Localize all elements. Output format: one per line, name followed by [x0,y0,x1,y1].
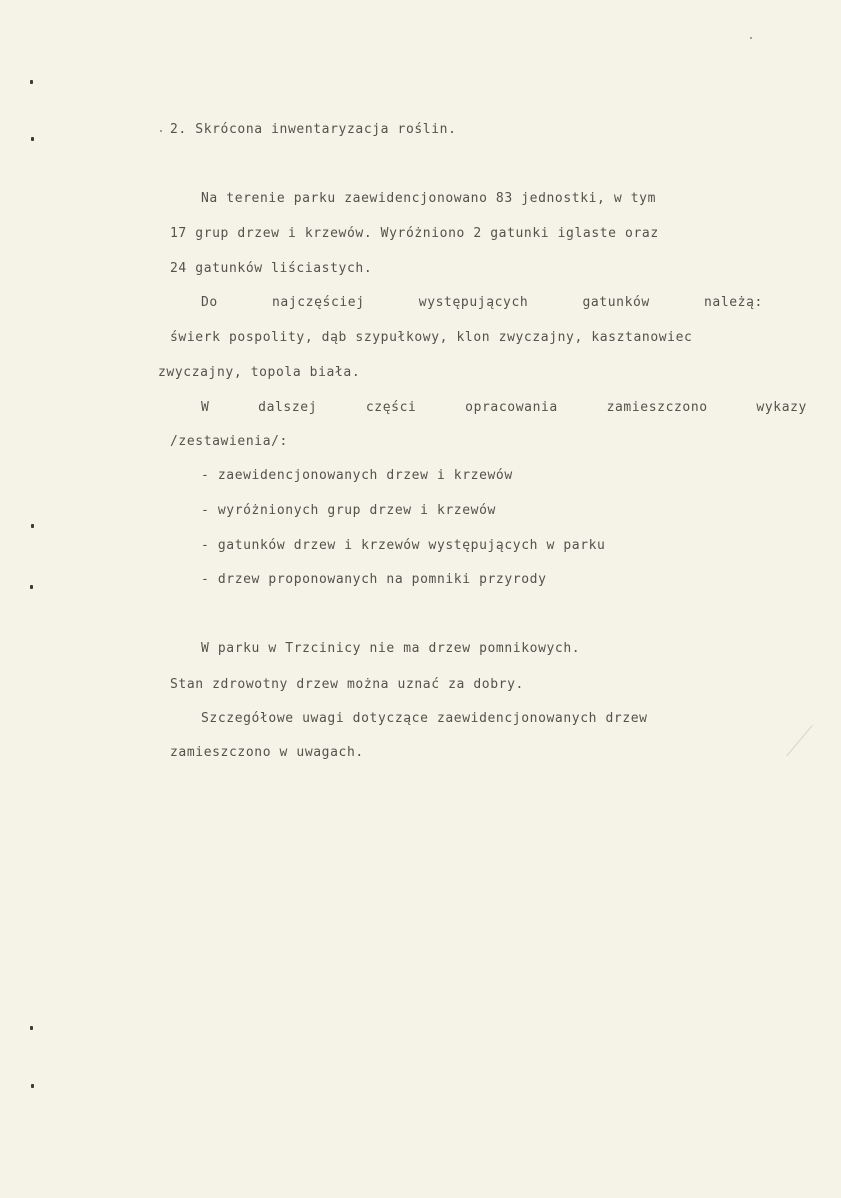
binding-mark [31,524,34,528]
binding-mark [31,1084,34,1088]
paragraph-line-justified [201,295,763,311]
paper-scratch [786,725,812,756]
word: gatunków [582,295,650,310]
paragraph-line: świerk pospolity, dąb szypułkowy, klon zwyczajny, kasztanowiec [170,330,693,345]
word: dalszej [258,400,318,415]
binding-mark [31,137,34,141]
list-item: - gatunków drzew i krzewów występujących w parku [201,538,606,553]
paragraph-line: Stan zdrowotny drzew można uznać za dobry. [170,677,524,692]
word: wykazy [756,400,807,415]
paragraph-line-justified [201,400,807,416]
paragraph-line: /zestawienia/: [170,434,288,449]
paper-speck [750,37,752,39]
paper-speck [160,130,162,132]
binding-mark [30,1026,33,1030]
list-item: - zaewidencjonowanych drzew i krzewów [201,468,513,483]
list-item: - drzew proponowanych na pomniki przyrody [201,572,547,587]
paragraph-line: Na terenie parku zaewidencjonowano 83 jednostki, w tym [201,191,657,206]
word: W [201,400,210,415]
word: części [365,400,417,415]
list-item: - wyróżnionych grup drzew i krzewów [201,503,496,518]
binding-mark [30,80,33,84]
paragraph-line: zwyczajny, topola biała. [158,365,361,380]
paragraph-line: zamieszczono w uwagach. [170,745,364,760]
word: Do [201,295,218,310]
paragraph-line: 24 gatunków liściastych. [170,261,373,276]
paragraph-line: W parku w Trzcinicy nie ma drzew pomnikowych. [201,641,581,656]
word: opracowania [465,400,558,415]
word: występujących [418,295,529,310]
paragraph-line: Szczegółowe uwagi dotyczące zaewidencjonowanych drzew [201,711,648,726]
binding-mark [30,585,33,589]
section-heading: 2. Skrócona inwentaryzacja roślin. [170,122,457,137]
paragraph-line: 17 grup drzew i krzewów. Wyróżniono 2 gatunki iglaste oraz [170,226,659,241]
word: najczęściej [271,295,365,310]
word: należą: [703,295,763,310]
word: zamieszczono [606,400,708,415]
